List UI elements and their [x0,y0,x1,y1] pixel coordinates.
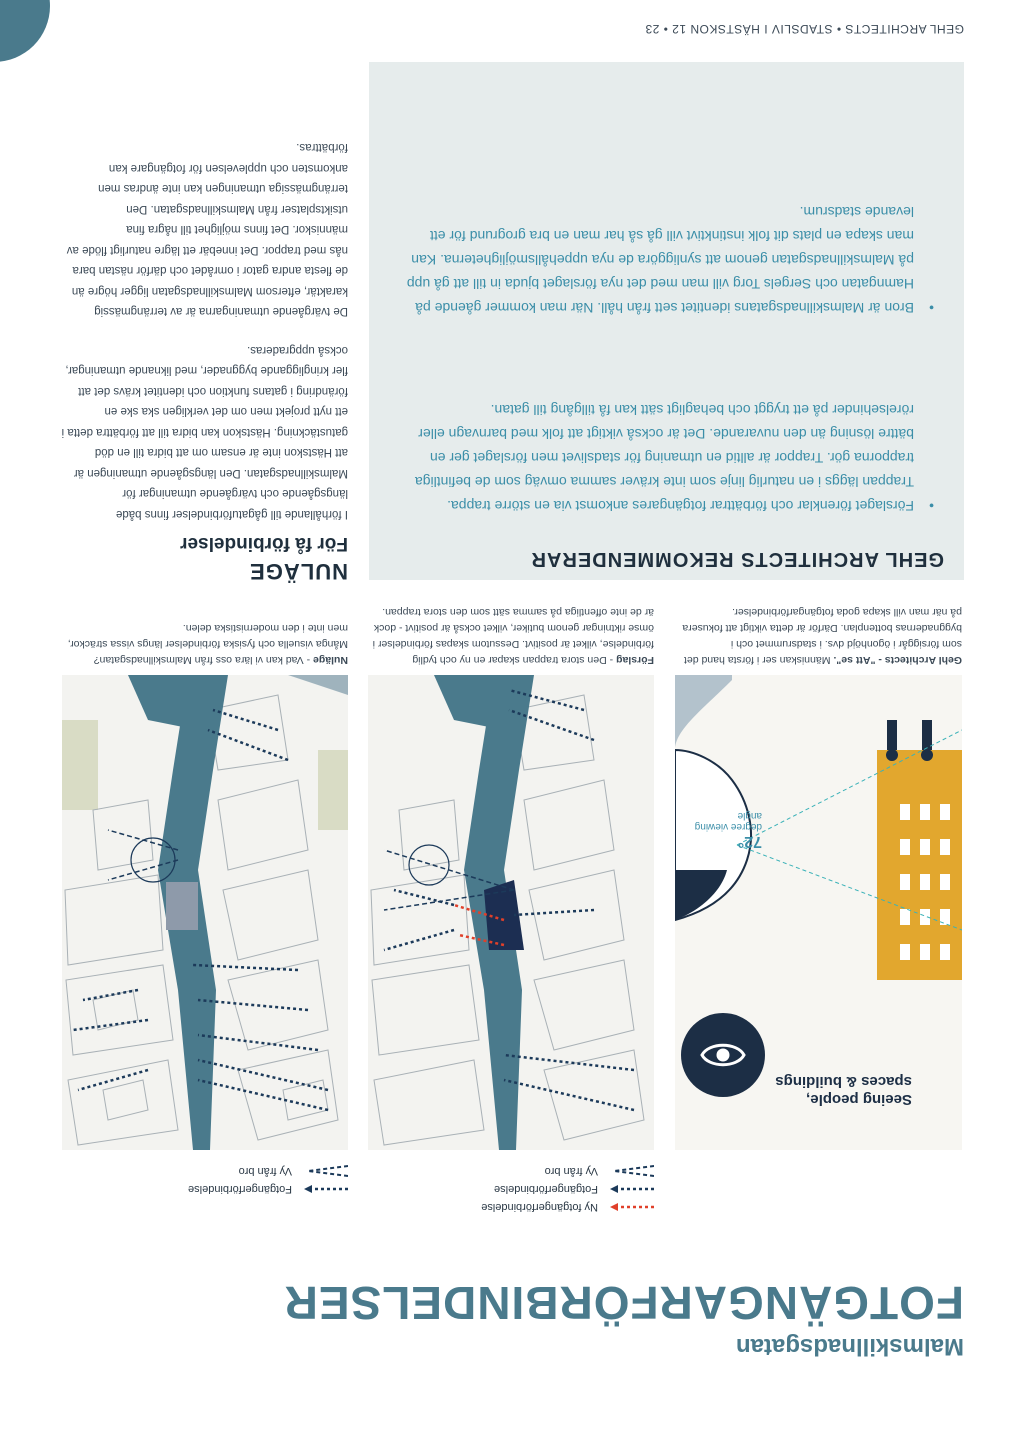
map-current [62,675,348,1150]
dotted-arrow-icon [302,1184,348,1194]
legend-item-view [481,1162,654,1180]
angle-text1: degree viewing [694,821,762,832]
building-ochre [877,750,962,980]
legend-item-view [188,1162,348,1180]
angle-value: 72° [737,833,762,850]
legend-label: Ny fotgängerförbindelse [481,1201,598,1213]
bullet-dot-icon: • [929,300,934,316]
illustration-label-line2: spaces & buildings [775,1073,912,1090]
map-proposal-svg [368,675,654,1150]
angle-text2: angle [737,810,762,821]
recommendation-bullet [394,200,934,320]
legend-item-connection [188,1180,348,1198]
caption-illustration [676,604,962,668]
section-heading: NULÄGE [249,559,348,584]
body-paragraph: De tvärgående utmaningarna är av terrängmässig karaktär, eftersom Malmskillnadsgatan ligger högre än de flesta andra gator i området och därför nästan bara nås med trappor. Det innebär ett lägre naturligt flöde av människor. Det finns möjlighet till några fina utsiktsplatser från Malmskillnadsgatan. Den terrängmässiga utmaningen kan inte ändras men ankomsten och upplevelsen för fotgängare kan förbättras. [66,141,348,318]
caption-text: - Vad kan vi lära oss från Malmskillnadsgatan? Många visuella och fysiska förbindelser längs vissa sträckor, men inte i den modernistiska delen. [67,622,348,666]
title-sub: Malmskillnadsgatan [735,1333,964,1360]
legend-middle [481,1162,654,1216]
map-proposal [368,675,654,1150]
body-paragraph: I förhållande till gågatuförbindelser finns både längsgående och tvärgående utmaningar för Malmskillnadsgatan. Den längsgående utmaningen är att Hästskon inte är ensam om att bidra till en död gatustäckning. Hästskon kan bidra till att förbättra detta i ett nytt projekt men om det verkligen ska ske en förändring i gatans funktion och identitet krävs det att fler kringliggande byggnader, med liknande utmaningar, också uppgraderas. [61,344,348,520]
angle-annotation [695,810,762,850]
legend-item-connection [481,1180,654,1198]
view-angle-icon [302,1164,348,1178]
caption-bold: Gehl Architects - "Att se". [833,654,962,666]
recommendation-bullet [394,398,934,518]
legend-label: Vy från bro [238,1165,292,1177]
caption-bold: Nuläge [312,654,348,666]
map-current-svg [62,675,348,1150]
caption-proposal [368,604,654,668]
recommendation-bullet-text: Förslaget förenklar och förbättrar fotgängares ankomst via en större trappa. Trappan läggs i en naturlig linje som inte kräver samma omväg som de befintliga trapporna gör. Trappor är alltid en utmaning för stadslivet men förslaget ger en bättre lösning än den nuvarande. Det är också viktigt att folk med barnvagn eller rörelsehinder på ett tryggt och behagligt sätt kan få tillgång till gatan. [414,402,914,514]
hastskon-block [166,882,198,930]
legend-item-new-connection [481,1198,654,1216]
dotted-arrow-icon [608,1184,654,1194]
view-angle-icon [608,1164,654,1178]
illustration-label [775,1072,912,1108]
legend-label: Fotgängerförbindelse [188,1183,292,1195]
legend-label: Fotgängerförbindelse [494,1183,598,1195]
park-area [318,750,348,830]
body-column [60,119,348,584]
legend-left [188,1162,348,1198]
caption-text: - Den stora trappan skapar en ny och tydlig förbindelse, vilket är positivt. Dessutom skapas förbindelser i ömse riktningar genom butiker, vilket också är positivt - dock är de inte offentliga på samma sätt som den stora trappan. [372,606,654,666]
caption-text: Människan ser i första hand det som försiggår i ögonhöjd dvs. i stadsrummet och i byggnadernas bottenplan. Därför är detta viktigt att fokusera på när man vill skapa goda fotgängarförbindelser. [682,606,962,666]
illustration-label-line1: Seeing people, [806,1091,912,1108]
corner-circle [0,0,50,62]
page-header: GEHL ARCHITECTS • STADSLIV I HÄSTSKON 12 • 23 [645,22,964,36]
section-subheading: För få förbindelser [180,533,348,554]
caption-current [62,620,348,668]
title-main: FOTGÄNGARFÖRBINDELSER [283,1277,964,1329]
recommendation-bullet-text: Bron är Malmskillnadsgatans identitet sett från håll. När man kommer gående på Hamngatan och Sergels Torg vill man med det nya förslaget bjuda in till att gå upp på Malmskillnadsgatan genom att synliggöra de nya uppehållsmöjligheterna. Kan man skapa en plats dit folk instinktivt vill gå så har man en bra grogrund för ett levande stadsrum. [406,204,914,316]
recommendation-box [369,62,964,580]
bullet-dot-icon: • [929,498,934,514]
legend-label: Vy från bro [544,1165,598,1177]
park-area [62,720,98,810]
caption-bold: Förslag [616,654,654,666]
red-dotted-arrow-icon [608,1202,654,1212]
seeing-illustration [675,675,962,1150]
recommendation-heading: GEHL ARCHITECTS REKOMMENDERAR [530,548,944,570]
